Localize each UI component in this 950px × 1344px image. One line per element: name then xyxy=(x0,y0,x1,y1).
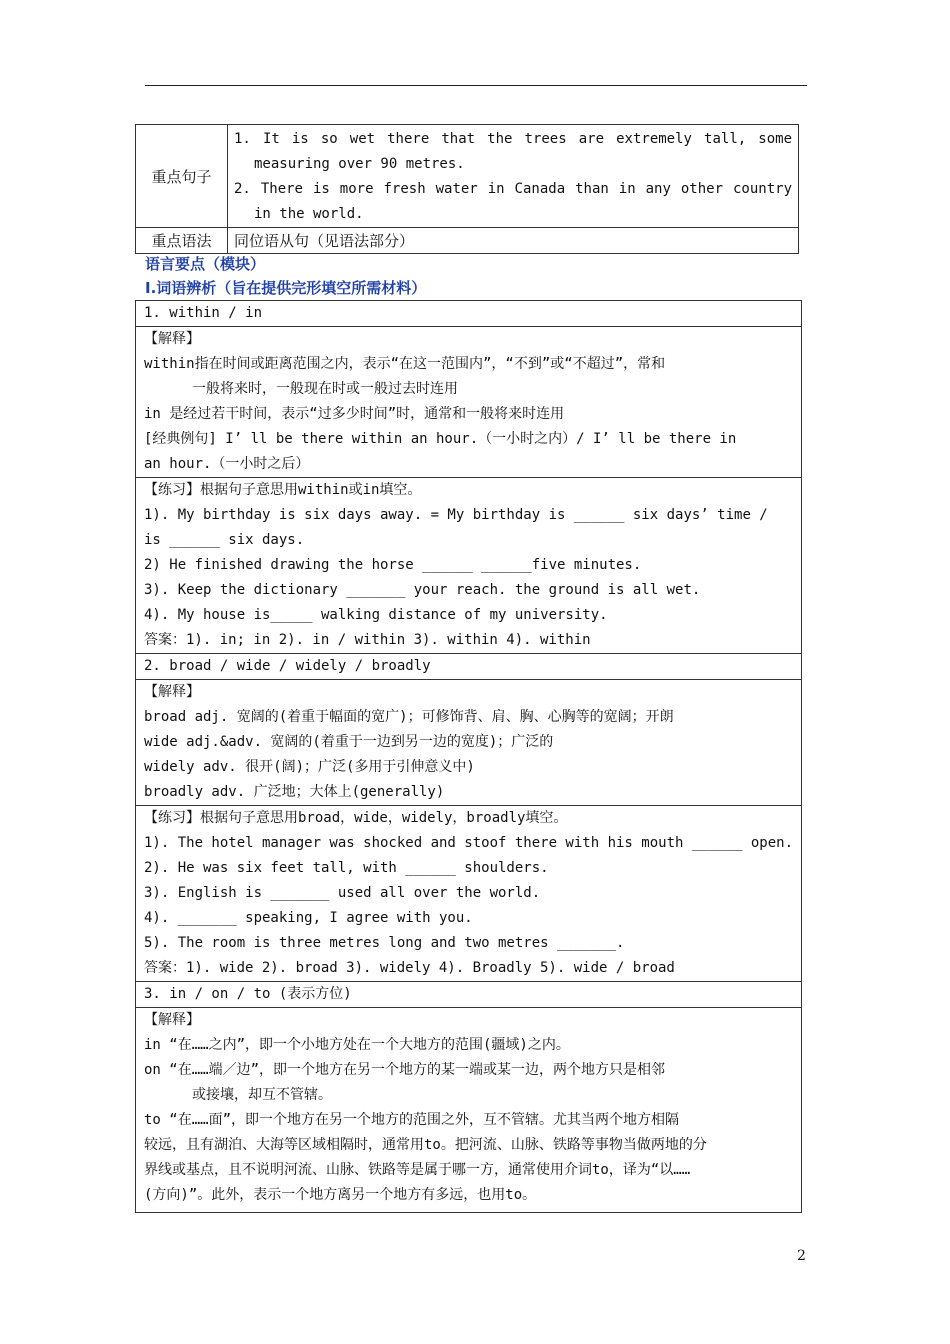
explain-line: widely adv. 很开(阔)；广泛(多用于引伸意义中) xyxy=(144,759,475,775)
practice-line: 1). My birthday is six days away. = My birthday is ______ six days’ time / xyxy=(144,507,768,523)
explain-line: 较远，且有湖泊、大海等区域相隔时，通常用to。把河流、山脉、铁路等事物当做两地的分 xyxy=(144,1137,707,1153)
sentence-line: measuring over 90 metres. xyxy=(254,156,465,172)
section-heading: 语言要点（模块） xyxy=(145,255,266,273)
explain-cell xyxy=(136,680,802,806)
practice-line: 2) He finished drawing the horse ______ ______five minutes. xyxy=(144,557,642,573)
item-title-cell xyxy=(136,301,802,327)
practice-instruction: 【练习】根据句子意思用broad，wide，widely，broadly填空。 xyxy=(144,810,568,826)
practice-line: 4). My house is_____ walking distance of my university. xyxy=(144,607,608,623)
explain-line: on “在……端／边”，即一个地方在另一个地方的某一端或某一边，两个地方只是相邻 xyxy=(144,1062,665,1078)
sentence-line: 1. It is so wet there that the trees are extremely tall, some xyxy=(234,131,792,147)
practice-cell xyxy=(136,806,802,982)
explain-line: in “在……之内”，即一个小地方处在一个大地方的范围(疆域)之内。 xyxy=(144,1037,570,1053)
answer-line: 答案：1). in; in 2). in / within 3). within 4). within xyxy=(144,632,591,648)
explain-cell xyxy=(136,1008,802,1213)
item-title-cell xyxy=(136,654,802,680)
explain-line: (方向)”。此外，表示一个地方离另一个地方有多远，也用to。 xyxy=(144,1187,537,1203)
page-number: 2 xyxy=(797,1248,806,1264)
explain-line: 一般将来时，一般现在时或一般过去时连用 xyxy=(192,381,458,397)
practice-cell xyxy=(136,478,802,654)
key-grammar-value: 同位语从句（见语法部分） xyxy=(228,228,799,254)
item-title: 3. in / on / to (表示方位) xyxy=(144,986,352,1002)
header-rule xyxy=(145,85,807,86)
practice-line: is ______ six days. xyxy=(144,532,305,548)
practice-line: 4). _______ speaking, I agree with you. xyxy=(144,910,473,926)
explain-line: to “在……面”，即一个地方在另一个地方的范围之外，互不管辖。尤其当两个地方相隔 xyxy=(144,1112,679,1128)
practice-line: 2). He was six feet tall, with ______ shoulders. xyxy=(144,860,549,876)
vocab-table xyxy=(135,300,802,1213)
item-title-cell xyxy=(136,982,802,1008)
practice-line: 5). The room is three metres long and two metres _______. xyxy=(144,935,625,951)
explain-line: broad adj. 宽阔的(着重于幅面的宽广)；可修饰背、肩、胸、心胸等的宽阔；开朗 xyxy=(144,709,674,725)
explain-line: within指在时间或距离范围之内，表示“在这一范围内”，“不到”或“不超过”，常和 xyxy=(144,356,666,372)
explain-cell xyxy=(136,327,802,478)
key-sentences-label: 重点句子 xyxy=(136,125,228,228)
sentence-line: 2. There is more fresh water in Canada than in any other country xyxy=(234,181,792,197)
example-line: [经典例句] I’ ll be there within an hour.（一小时之内）/ I’ ll be there in xyxy=(144,431,737,447)
example-line: an hour.（一小时之后） xyxy=(144,456,310,472)
practice-line: 3). English is _______ used all over the world. xyxy=(144,885,541,901)
sub-heading: Ⅰ.词语辨析（旨在提供完形填空所需材料） xyxy=(145,279,427,297)
key-grammar-label: 重点语法 xyxy=(136,228,228,254)
key-sentences-cell xyxy=(228,125,799,228)
explain-line: broadly adv. 广泛地；大体上(generally) xyxy=(144,784,445,800)
practice-line: 1). The hotel manager was shocked and stoof there with his mouth ______ open. xyxy=(144,835,794,851)
answer-line: 答案：1). wide 2). broad 3). widely 4). Broadly 5). wide / broad xyxy=(144,960,675,976)
explain-line: wide adj.&adv. 宽阔的(着重于一边到另一边的宽度)；广泛的 xyxy=(144,734,554,750)
practice-line: 3). Keep the dictionary _______ your reach. the ground is all wet. xyxy=(144,582,701,598)
explain-line: 界线或基点，且不说明河流、山脉、铁路等是属于哪一方，通常使用介词to，译为“以…… xyxy=(144,1162,691,1178)
item-title: 1. within / in xyxy=(144,305,263,321)
sentence-line: in the world. xyxy=(254,206,364,222)
explain-line: in 是经过若干时间，表示“过多少时间”时，通常和一般将来时连用 xyxy=(144,406,565,422)
explain-label: 【解释】 xyxy=(144,684,200,700)
explain-label: 【解释】 xyxy=(144,331,200,347)
explain-label: 【解释】 xyxy=(144,1012,200,1028)
practice-instruction: 【练习】根据句子意思用within或in填空。 xyxy=(144,482,422,498)
summary-table xyxy=(135,124,799,254)
explain-line: 或接壤，却互不管辖。 xyxy=(192,1087,332,1103)
item-title: 2. broad / wide / widely / broadly xyxy=(144,658,431,674)
